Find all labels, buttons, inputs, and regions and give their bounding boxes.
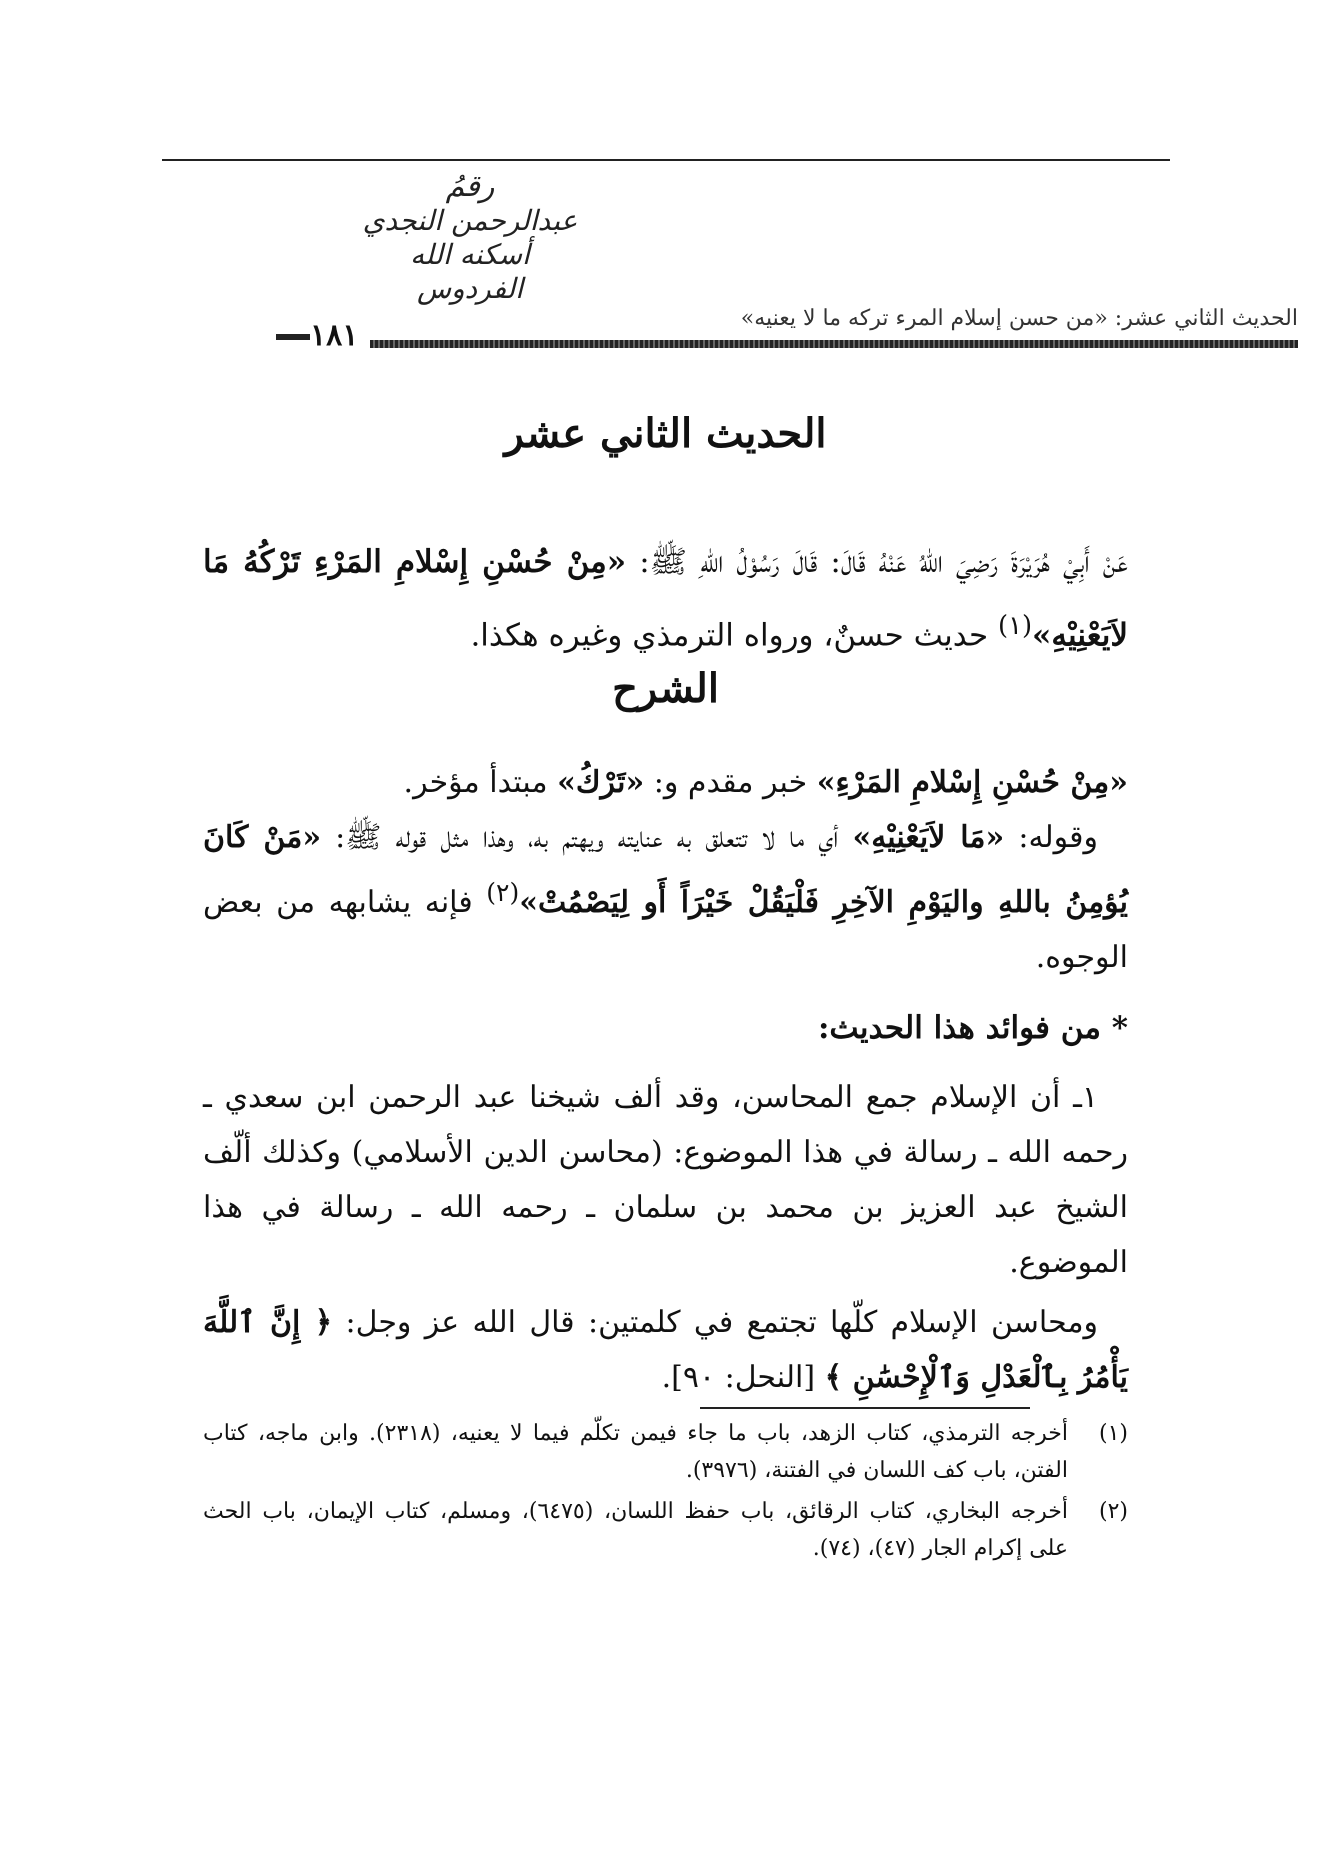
footnote-number: (١) — [1098, 1421, 1128, 1446]
footnotes — [203, 1415, 1128, 1571]
page-number-mark — [276, 334, 310, 340]
benefit-1 — [203, 1070, 1128, 1290]
stamp-line-3: أسكنه الله الفردوس — [410, 238, 530, 305]
hadith-text — [203, 530, 1128, 667]
running-header — [270, 300, 1298, 353]
hadith-intro: عَنْ أَبِيْ هُرَيْرَةَ رَضِيَ اللهُ عَنْهُ قَالَ: قَالَ رَسُوْلُ اللهِ ﷺ: — [626, 544, 1128, 580]
owner-stamp — [360, 170, 580, 306]
footnote-text: أخرجه الترمذي، كتاب الزهد، باب ما جاء فيمن تكلّم فيما لا يعنيه، (٢٣١٨). وابن ماجه، كتاب الفتن، باب كف اللسان في الفتنة، (٣٩٧٦). — [203, 1421, 1069, 1483]
p2-text-2: أي ما لا تتعلق به عنايته ويهتم به، وهذا مثل قوله ﷺ: — [321, 820, 853, 855]
p2-text-3: فإنه يشابهه من بعض الوجوه. — [203, 885, 1128, 975]
footnote-rule — [700, 1407, 1030, 1409]
quote-min-husn: «مِنْ حُسْنِ إِسْلامِ المَرْءِ» — [816, 765, 1128, 800]
sharh-paragraph-1 — [203, 755, 1128, 810]
hadith-grading: حديث حسنٌ، ورواه الترمذي وغيره هكذا. — [470, 617, 998, 654]
b2-text-1: ومحاسن الإسلام كلّها تجتمع في كلمتين: قال الله عز وجل: — [332, 1305, 1098, 1340]
footnote-text: أخرجه البخاري، كتاب الرقائق، باب حفظ اللسان، (٦٤٧٥)، ومسلم، كتاب الإيمان، باب الحث على إكرام الجار (٤٧)، (٧٤). — [203, 1499, 1069, 1561]
hadith-quote: «مِنْ حُسْنِ إِسْلامِ المَرْءِ تَرْكُهُ مَا لاَيَعْنِيْهِ» — [203, 544, 1128, 654]
benefit-1-text: ١ـ أن الإسلام جمع المحاسن، وقد ألف شيخنا عبد الرحمن ابن سعدي ـ رحمه الله ـ رسالة في هذا الموضوع: (محاسن الدين الأسلامي) وكذلك ألّف الشيخ عبد العزيز بن محمد بن سلمان ـ رحمه الله ـ رسالة في هذا الموضوع. — [203, 1080, 1128, 1280]
stamp-line-2: عبدالرحمن النجدي — [362, 204, 578, 237]
footnote-1 — [203, 1415, 1128, 1489]
stamp-line-1: رقمُ — [445, 169, 495, 204]
footnote-ref-2: (٢) — [486, 878, 520, 907]
page-number-text: ١٨١ — [310, 318, 359, 353]
p1-text-2: مبتدأ مؤخر. — [403, 765, 558, 800]
sharh-paragraph-2 — [203, 810, 1128, 985]
quote-hadith-2: «مَنْ كَانَ يُؤمِنُ باللهِ واليَوْمِ الآخِرِ فَلْيَقُلْ خَيْرَاً أَو لِيَصْمُتْ» — [203, 820, 1128, 920]
quote-ma-la-yaneeh: «مَا لاَيَعْنِيْهِ» — [852, 820, 1005, 855]
p2-text-1: وقوله: — [1004, 820, 1098, 855]
footnote-ref-1: (١) — [998, 611, 1033, 641]
benefits-heading: * من فوائد هذا الحديث: — [817, 1010, 1128, 1046]
page-number — [270, 318, 358, 353]
footnote-2 — [203, 1493, 1128, 1567]
quote-tark: «تَرْكُ» — [557, 765, 645, 800]
sharh-title: الشرح — [612, 665, 719, 712]
quran-verse: ﴿ إِنَّ ٱللَّهَ يَأْمُرُ بِٱلْعَدْلِ وَٱلْإِحْسَٰنِ ﴾ — [203, 1305, 1128, 1395]
verse-reference: [النحل: ٩٠]. — [661, 1360, 825, 1395]
running-title: الحديث الثاني عشر: «من حسن إسلام المرء تركه ما لا يعنيه» — [740, 306, 1298, 331]
footnote-number: (٢) — [1098, 1499, 1128, 1524]
header-rule — [370, 340, 1298, 348]
benefit-1-continued — [203, 1295, 1128, 1405]
p1-text-1: خبر مقدم و: — [644, 765, 817, 800]
page-title: الحديث الثاني عشر — [504, 410, 827, 457]
top-rule — [162, 159, 1170, 161]
